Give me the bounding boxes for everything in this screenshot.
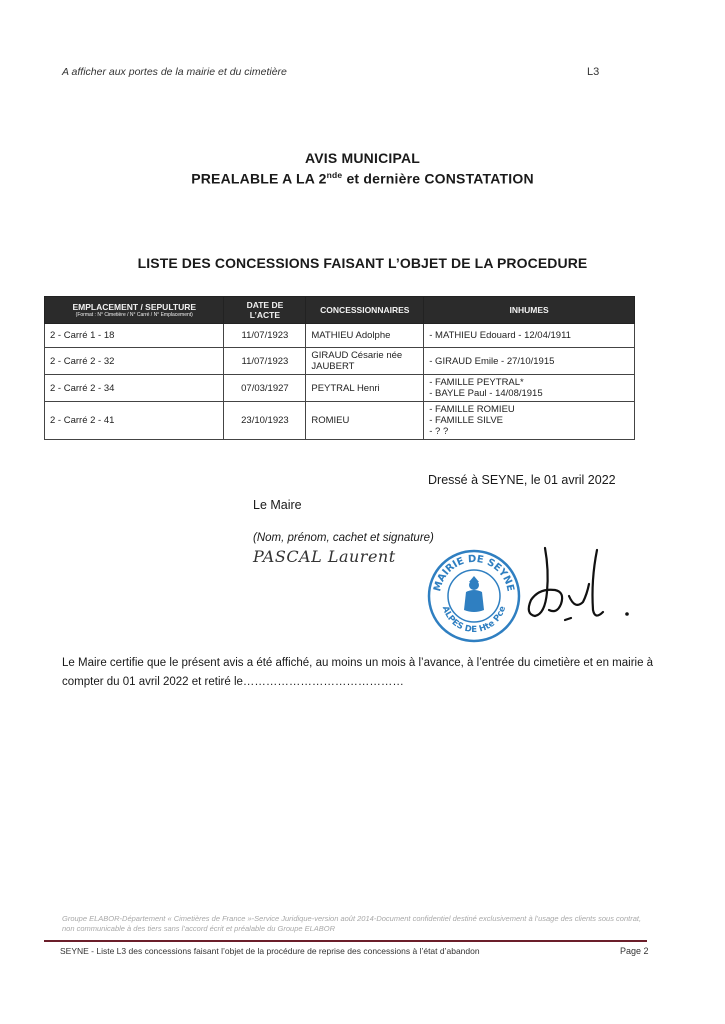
header-date: DATE DE L’ACTE — [224, 297, 306, 324]
list-title: LISTE DES CONCESSIONS FAISANT L’OBJET DE LA PROCEDURE — [137, 255, 588, 271]
stamp-bottom-text: ALPES DE Hte Pce — [439, 604, 509, 636]
table-row — [45, 375, 635, 402]
table-row — [45, 402, 635, 440]
ordinal-superscript: nde — [326, 170, 343, 180]
stamp-top-text: MAIRIE DE SEYNE — [432, 553, 516, 593]
marianne-emblem — [464, 576, 484, 612]
cell-inhumes: - FAMILLE ROMIEU - FAMILLE SILVE - ? ? — [424, 402, 635, 440]
cell-inhumes: - GIRAUD Emile - 27/10/1915 — [424, 348, 635, 375]
document-code: L3 — [587, 66, 600, 78]
page-number: Page 2 — [620, 946, 649, 956]
cell-emplacement: 2 - Carré 1 - 18 — [45, 324, 224, 348]
cell-date: 11/07/1923 — [224, 348, 306, 375]
footer-document-title: SEYNE - Liste L3 des concessions faisant l’objet de la procédure de reprise des concessions à l’état d’abandon — [60, 946, 480, 956]
cell-emplacement: 2 - Carré 2 - 34 — [45, 375, 224, 402]
mayor-signature — [525, 540, 635, 630]
handwritten-name: PASCAL Laurent — [253, 547, 396, 566]
cell-date: 11/07/1923 — [224, 324, 306, 348]
table-header-row — [45, 297, 635, 324]
cell-concessionnaire: PEYTRAL Henri — [306, 375, 424, 402]
cell-inhumes: - MATHIEU Edouard - 12/04/1911 — [424, 324, 635, 348]
mairie-stamp — [426, 548, 522, 644]
header-concessionnaires: CONCESSIONNAIRES — [306, 297, 424, 324]
cell-concessionnaire: GIRAUD Césarie née JAUBERT — [306, 348, 424, 375]
cell-concessionnaire: MATHIEU Adolphe — [306, 324, 424, 348]
page-subtitle: PREALABLE A LA 2nde et dernière CONSTATATION — [191, 170, 534, 187]
table-row — [45, 348, 635, 375]
confidentiality-notice: Groupe ELABOR-Département « Cimetières de France »-Service Juridique-version août 2014-Document confidentiel destiné exclusivement à l’usage des clients sous contrat, non communicable à des tiers sans l’accord écrit et préalable du Groupe ELABOR — [62, 914, 642, 933]
table-row — [45, 324, 635, 348]
header-emplacement: EMPLACEMENT / SEPULTURE (Format : N° Cimetière / N° Carré / N° Emplacement) — [45, 297, 224, 324]
footer-divider — [44, 940, 647, 942]
cell-emplacement: 2 - Carré 2 - 41 — [45, 402, 224, 440]
cell-date: 07/03/1927 — [224, 375, 306, 402]
cell-concessionnaire: ROMIEU — [306, 402, 424, 440]
certification-text: Le Maire certifie que le présent avis a été affiché, au moins un mois à l’avance, à l’entrée du cimetière et en mairie à compter du 01 avril 2022 et retiré le…………………………………… — [62, 657, 654, 688]
signature-caption: (Nom, prénom, cachet et signature) — [253, 532, 434, 544]
cell-inhumes: - FAMILLE PEYTRAL* - BAYLE Paul - 14/08/1915 — [424, 375, 635, 402]
cell-emplacement: 2 - Carré 2 - 32 — [45, 348, 224, 375]
cell-date: 23/10/1923 — [224, 402, 306, 440]
page-title: AVIS MUNICIPAL — [304, 150, 421, 166]
mayor-label: Le Maire — [253, 498, 302, 512]
concessions-table — [44, 296, 635, 440]
posting-instruction: A afficher aux portes de la mairie et du cimetière — [62, 66, 287, 78]
drafted-at-date: Dressé à SEYNE, le 01 avril 2022 — [428, 473, 616, 487]
header-inhumes: INHUMES — [424, 297, 635, 324]
